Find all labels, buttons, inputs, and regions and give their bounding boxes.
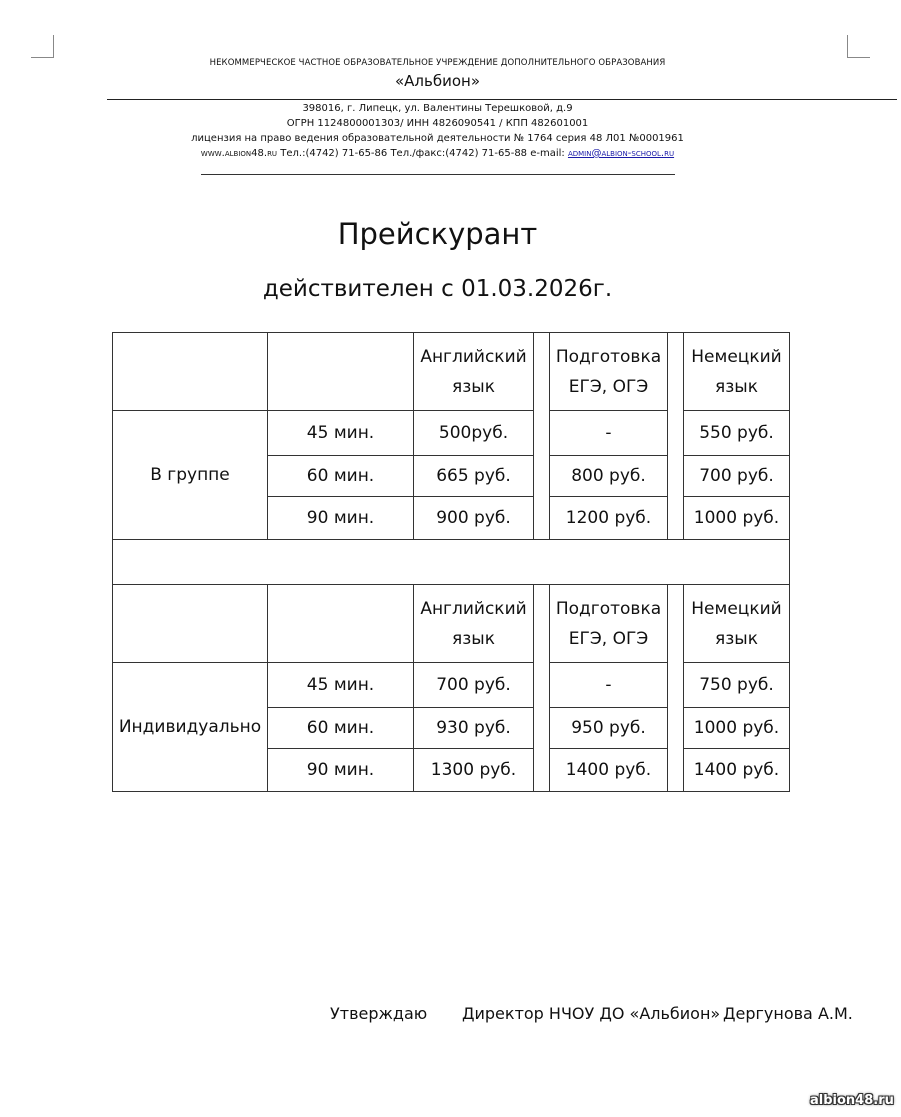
empty-cell xyxy=(113,333,268,411)
column-gap xyxy=(534,708,550,749)
price-exam: - xyxy=(550,411,668,456)
price-german: 1000 руб. xyxy=(684,708,790,749)
duration-cell: 60 мин. xyxy=(268,708,414,749)
duration-cell: 45 мин. xyxy=(268,411,414,456)
column-gap xyxy=(668,333,684,411)
empty-cell xyxy=(268,585,414,663)
page-corner-mark-top-right xyxy=(847,35,870,58)
org-name: «Альбион» xyxy=(394,72,481,90)
header-divider xyxy=(107,99,897,100)
price-english: 930 руб. xyxy=(414,708,534,749)
column-header-exam: Подготовка ЕГЭ, ОГЭ xyxy=(550,585,668,663)
table-row xyxy=(113,411,790,456)
spacer-row xyxy=(113,540,790,585)
price-exam: 1400 руб. xyxy=(550,749,668,792)
individual-header-row xyxy=(113,585,790,663)
price-german: 1000 руб. xyxy=(684,497,790,540)
column-gap xyxy=(534,663,550,708)
validity-date: действителен с 01.03.2026г. xyxy=(262,276,613,302)
price-german: 1400 руб. xyxy=(684,749,790,792)
group-label: В группе xyxy=(113,411,268,540)
price-exam: 1200 руб. xyxy=(550,497,668,540)
approval-director: Директор НЧОУ ДО «Альбион» xyxy=(462,1004,721,1023)
price-german: 750 руб. xyxy=(684,663,790,708)
org-type: НЕКОММЕРЧЕСКОЕ ЧАСТНОЕ ОБРАЗОВАТЕЛЬНОЕ УЧРЕЖДЕНИЕ ДОПОЛНИТЕЛЬНОГО ОБРАЗОВАНИЯ xyxy=(209,58,666,68)
group-label: Индивидуально xyxy=(113,663,268,792)
site-watermark: albion48.ru xyxy=(810,1093,894,1108)
column-gap xyxy=(668,749,684,792)
column-gap xyxy=(534,585,550,663)
empty-cell xyxy=(113,585,268,663)
website-link[interactable]: www.albion48.ru xyxy=(200,148,278,159)
column-header-exam: Подготовка ЕГЭ, ОГЭ xyxy=(550,333,668,411)
approval-name: Дергунова А.М. xyxy=(723,1004,853,1023)
org-license: лицензия на право ведения образовательной деятельности № 1764 серия 48 Л01 №0001961 xyxy=(191,133,684,144)
price-english: 500руб. xyxy=(414,411,534,456)
column-gap xyxy=(534,411,550,456)
group-header-row xyxy=(113,333,790,411)
column-gap xyxy=(534,497,550,540)
duration-cell: 90 мин. xyxy=(268,749,414,792)
org-address: 398016, г. Липецк, ул. Валентины Терешковой, д.9 xyxy=(302,103,573,114)
price-german: 700 руб. xyxy=(684,456,790,497)
price-table xyxy=(112,332,790,792)
column-header-german: Немецкий язык xyxy=(684,585,790,663)
duration-cell: 90 мин. xyxy=(268,497,414,540)
column-gap xyxy=(534,749,550,792)
column-gap xyxy=(668,456,684,497)
email-link[interactable]: admin@albion-school.ru xyxy=(567,148,675,159)
price-german: 550 руб. xyxy=(684,411,790,456)
column-header-german: Немецкий язык xyxy=(684,333,790,411)
column-gap xyxy=(668,497,684,540)
price-english: 700 руб. xyxy=(414,663,534,708)
empty-cell xyxy=(268,333,414,411)
column-gap xyxy=(534,456,550,497)
price-exam: 950 руб. xyxy=(550,708,668,749)
price-exam: - xyxy=(550,663,668,708)
price-english: 1300 руб. xyxy=(414,749,534,792)
column-gap xyxy=(668,585,684,663)
column-header-english: Английский язык xyxy=(414,333,534,411)
contacts-divider xyxy=(201,174,675,175)
page-corner-mark-top-left xyxy=(31,35,54,58)
approval-label: Утверждаю xyxy=(330,1004,428,1023)
duration-cell: 45 мин. xyxy=(268,663,414,708)
empty-cell xyxy=(113,540,790,585)
phone-numbers: Тел.:(4742) 71-65-86 Тел./факс:(4742) 71-65-88 e-mail: xyxy=(277,148,568,159)
column-gap xyxy=(668,411,684,456)
price-english: 900 руб. xyxy=(414,497,534,540)
column-gap xyxy=(668,663,684,708)
price-english: 665 руб. xyxy=(414,456,534,497)
table-row xyxy=(113,663,790,708)
column-gap xyxy=(534,333,550,411)
column-header-english: Английский язык xyxy=(414,585,534,663)
org-registration-numbers: ОГРН 1124800001303/ ИНН 4826090541 / КПП 482601001 xyxy=(286,118,589,129)
duration-cell: 60 мин. xyxy=(268,456,414,497)
column-gap xyxy=(668,708,684,749)
price-exam: 800 руб. xyxy=(550,456,668,497)
document-title: Прейскурант xyxy=(337,217,538,251)
org-contacts xyxy=(0,148,875,159)
